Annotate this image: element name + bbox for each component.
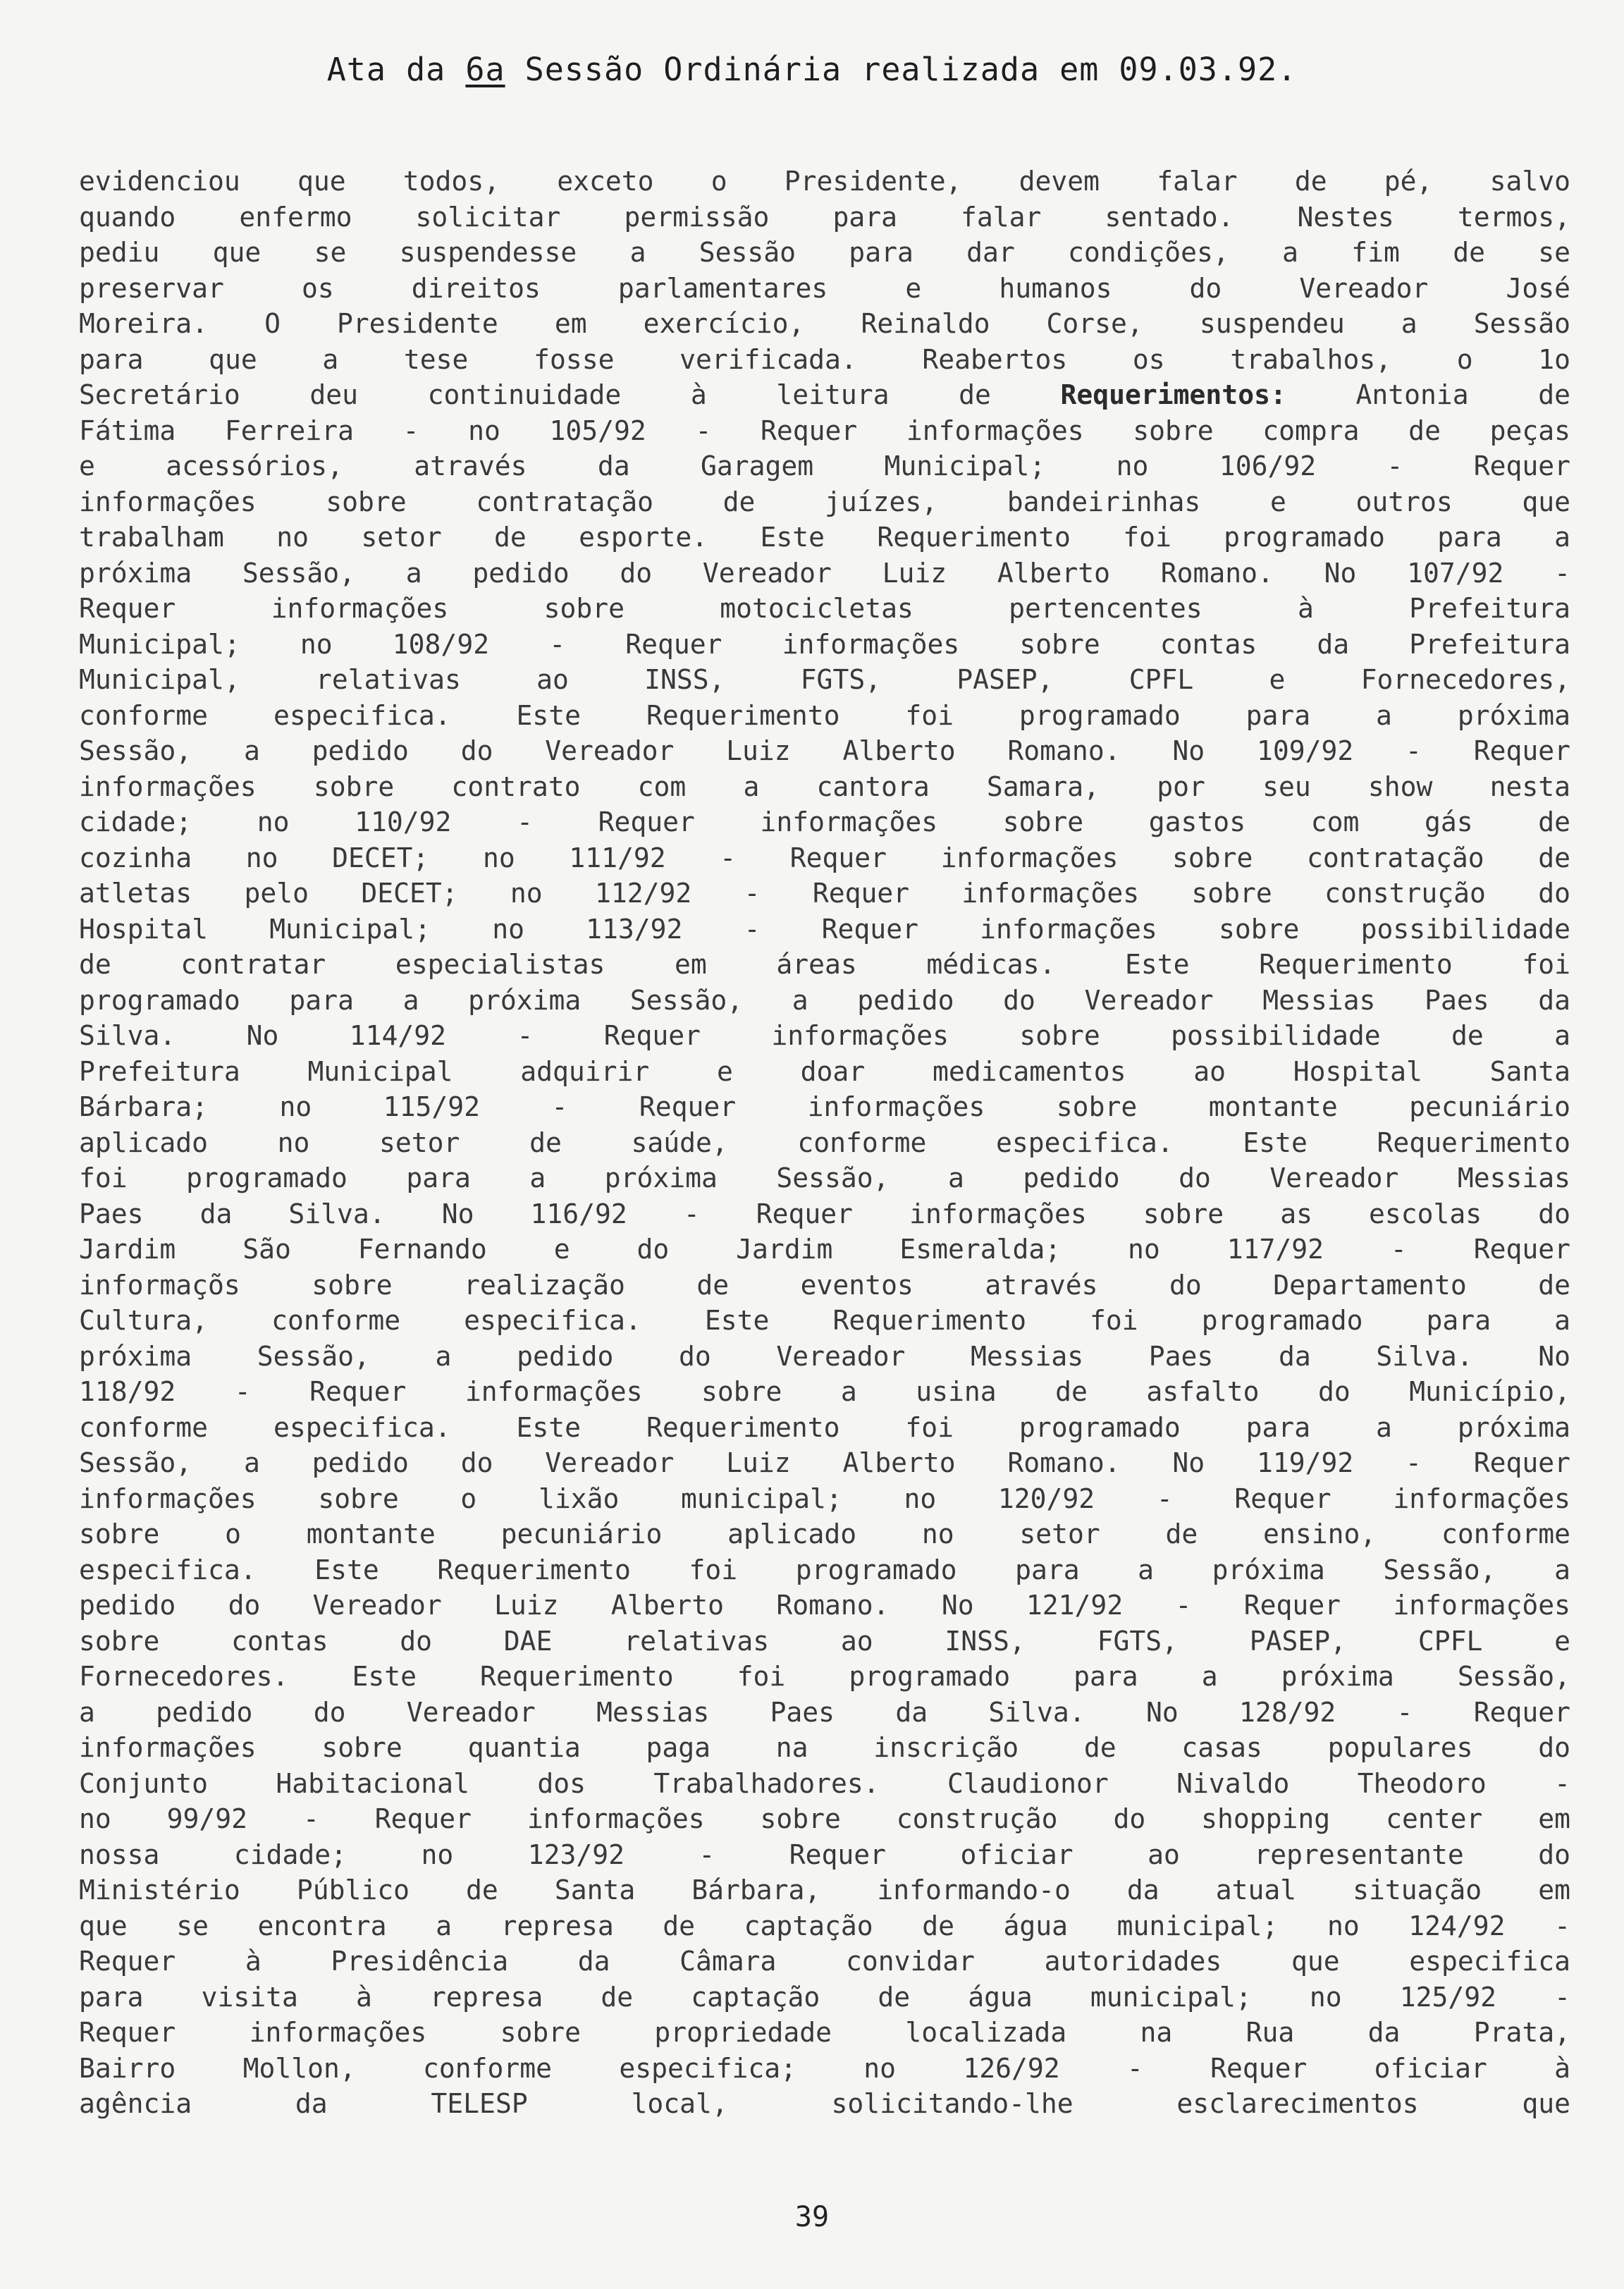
- text-line: próxima Sessão, a pedido do Vereador Luiz Alberto Romano. No 107/92 -: [79, 557, 1570, 589]
- text-line: programado para a próxima Sessão, a pedido do Vereador Messias Paes da: [79, 984, 1570, 1016]
- text-line: Secretário deu continuidade à leitura de Requerimentos: Antonia de: [79, 379, 1570, 410]
- text-line: Municipal, relativas ao INSS, FGTS, PASEP, CPFL e Fornecedores,: [79, 664, 1570, 695]
- text-line: Sessão, a pedido do Vereador Luiz Alberto Romano. No 109/92 - Requer: [79, 735, 1570, 766]
- bold-heading: Requerimentos:: [1060, 379, 1286, 410]
- text-line: Sessão, a pedido do Vereador Luiz Alberto Romano. No 119/92 - Requer: [79, 1447, 1570, 1478]
- text-line: Requer informações sobre propriedade localizada na Rua da Prata,: [79, 2017, 1570, 2048]
- text-line: sobre contas do DAE relativas ao INSS, FGTS, PASEP, CPFL e: [79, 1625, 1570, 1657]
- header-ordinal: 6a: [465, 51, 505, 88]
- text-line: próxima Sessão, a pedido do Vereador Messias Paes da Silva. No: [79, 1340, 1570, 1372]
- header-suffix: Sessão Ordinária realizada em 09.03.92.: [505, 51, 1298, 88]
- text-line: cozinha no DECET; no 111/92 - Requer informações sobre contratação de: [79, 842, 1570, 873]
- text-line: informações sobre contratação de juízes, bandeirinhas e outros que: [79, 486, 1570, 517]
- header-prefix: Ata da: [326, 51, 466, 88]
- text-line: aplicado no setor de saúde, conforme especifica. Este Requerimento: [79, 1127, 1570, 1158]
- text-line: Fátima Ferreira - no 105/92 - Requer informações sobre compra de peças: [79, 415, 1570, 446]
- text-line: Jardim São Fernando e do Jardim Esmeralda; no 117/92 - Requer: [79, 1234, 1570, 1265]
- text-line: sobre o montante pecuniário aplicado no setor de ensino, conforme: [79, 1518, 1570, 1549]
- text-line: 118/92 - Requer informações sobre a usina de asfalto do Município,: [79, 1376, 1570, 1407]
- text-line: que se encontra a represa de captação de água municipal; no 124/92 -: [79, 1910, 1570, 1941]
- text-line: trabalham no setor de esporte. Este Requerimento foi programado para a: [79, 522, 1570, 553]
- text-line: Conjunto Habitacional dos Trabalhadores. Claudionor Nivaldo Theodoro -: [79, 1767, 1570, 1799]
- text-line: a pedido do Vereador Messias Paes da Silva. No 128/92 - Requer: [79, 1696, 1570, 1728]
- text-line: conforme especifica. Este Requerimento foi programado para a próxima: [79, 1411, 1570, 1443]
- text-line: no 99/92 - Requer informações sobre construção do shopping center em: [79, 1803, 1570, 1834]
- text-line: nossa cidade; no 123/92 - Requer oficiar ao representante do: [79, 1839, 1570, 1870]
- text-line: preservar os direitos parlamentares e humanos do Vereador José: [79, 272, 1570, 304]
- text-line: informações sobre o lixão municipal; no 120/92 - Requer informações: [79, 1483, 1570, 1514]
- text-line: informaçõs sobre realização de eventos através do Departamento de: [79, 1269, 1570, 1301]
- text-line: foi programado para a próxima Sessão, a pedido do Vereador Messias: [79, 1162, 1570, 1193]
- text-line: Silva. No 114/92 - Requer informações sobre possibilidade de a: [79, 1020, 1570, 1051]
- text-line: Bairro Mollon, conforme especifica; no 126/92 - Requer oficiar à: [79, 2052, 1570, 2084]
- text-line: Moreira. O Presidente em exercício, Reinaldo Corse, suspendeu a Sessão: [79, 308, 1570, 339]
- text-line: e acessórios, através da Garagem Municipal; no 106/92 - Requer: [79, 450, 1570, 481]
- text-line: para visita à represa de captação de água municipal; no 125/92 -: [79, 1981, 1570, 2013]
- text-line: Cultura, conforme especifica. Este Requerimento foi programado para a: [79, 1305, 1570, 1336]
- text-line: pediu que se suspendesse a Sessão para dar condições, a fim de se: [79, 237, 1570, 268]
- page-number: 39: [794, 2201, 830, 2233]
- text-line: especifica. Este Requerimento foi programado para a próxima Sessão, a: [79, 1554, 1570, 1585]
- text-line: atletas pelo DECET; no 112/92 - Requer informações sobre construção do: [79, 878, 1570, 909]
- text-line: Ministério Público de Santa Bárbara, informando-o da atual situação em: [79, 1874, 1570, 1906]
- text-line: pedido do Vereador Luiz Alberto Romano. No 121/92 - Requer informações: [79, 1590, 1570, 1621]
- text-line: Bárbara; no 115/92 - Requer informações sobre montante pecuniário: [79, 1091, 1570, 1122]
- text-line: Fornecedores. Este Requerimento foi programado para a próxima Sessão,: [79, 1661, 1570, 1692]
- text-line: Requer informações sobre motocicletas pertencentes à Prefeitura: [79, 593, 1570, 624]
- minutes-body: [79, 164, 1570, 2122]
- text-line: agência da TELESP local, solicitando-lhe esclarecimentos que: [79, 2088, 1570, 2119]
- text-line: conforme especifica. Este Requerimento foi programado para a próxima: [79, 699, 1570, 731]
- text-line: informações sobre quantia paga na inscrição de casas populares do: [79, 1732, 1570, 1763]
- text-line: Prefeitura Municipal adquirir e doar medicamentos ao Hospital Santa: [79, 1055, 1570, 1087]
- text-line: quando enfermo solicitar permissão para falar sentado. Nestes termos,: [79, 201, 1570, 233]
- text-line: Hospital Municipal; no 113/92 - Requer informações sobre possibilidade: [79, 913, 1570, 945]
- text-line: Paes da Silva. No 116/92 - Requer informações sobre as escolas do: [79, 1198, 1570, 1229]
- text-line: de contratar especialistas em áreas médicas. Este Requerimento foi: [79, 949, 1570, 980]
- page-header: [0, 51, 1624, 88]
- text-line: cidade; no 110/92 - Requer informações sobre gastos com gás de: [79, 806, 1570, 837]
- text-line: Requer à Presidência da Câmara convidar autoridades que especifica: [79, 1946, 1570, 1977]
- text-line: evidenciou que todos, exceto o Presidente, devem falar de pé, salvo: [79, 166, 1570, 197]
- text-line: informações sobre contrato com a cantora Samara, por seu show nesta: [79, 771, 1570, 802]
- text-line: para que a tese fosse verificada. Reabertos os trabalhos, o 1o: [79, 343, 1570, 375]
- text-line: Municipal; no 108/92 - Requer informações sobre contas da Prefeitura: [79, 628, 1570, 660]
